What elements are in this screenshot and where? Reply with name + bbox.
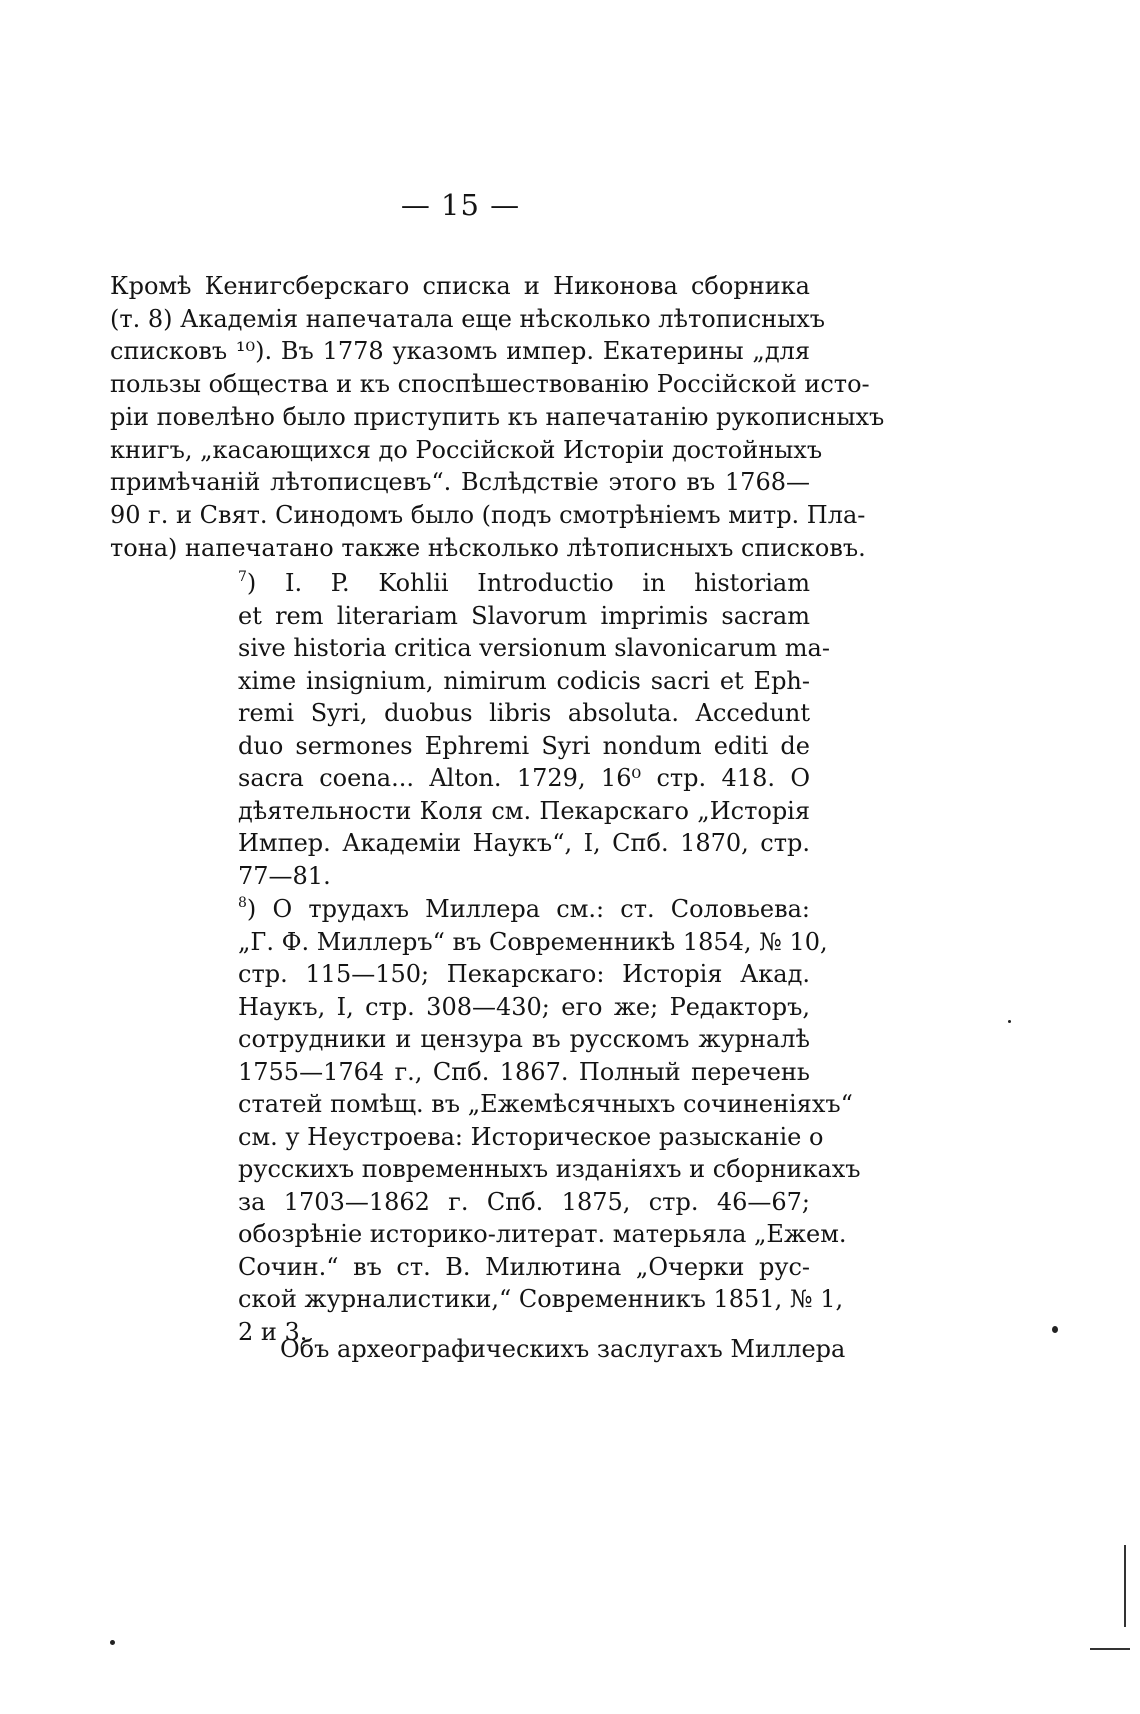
paragraph-line: тона) напечатано также нѣсколько лѣтописныхъ списковъ. — [110, 533, 866, 562]
scan-speck — [1052, 1326, 1058, 1333]
footnote-line: sacra coena... Alton. 1729, 16⁰ стр. 418. О — [238, 764, 810, 792]
closing-paragraph — [110, 1333, 846, 1365]
paragraph-line: 90 г. и Свят. Синодомъ было (подъ смотрѣніемъ митр. Пла- — [110, 500, 866, 529]
scan-edge-line — [1124, 1545, 1126, 1627]
footnote-line: xime insignium, nimirum codicis sacri et Eph- — [238, 666, 810, 695]
footnote-line: обозрѣніе историко-литерат. матерьяла „Ежем. — [238, 1220, 847, 1248]
footnote-line: „Г. Ф. Миллеръ“ въ Современникѣ 1854, № 10, — [238, 927, 828, 956]
footnote-line-text: ) О трудахъ Миллера см.: ст. Соловьева: — [246, 895, 810, 923]
footnote-line: стр. 115—150; Пекарскаго: Исторія Акад. — [238, 960, 810, 988]
footnote-line: русскихъ повременныхъ изданіяхъ и сборникахъ — [238, 1155, 861, 1183]
footnote-line: 2 и 3. — [238, 1317, 308, 1346]
paragraph-line: (т. 8) Академія напечатала еще нѣсколько лѣтописныхъ — [110, 304, 826, 333]
main-paragraph — [110, 270, 885, 564]
scan-edge-line — [1090, 1648, 1130, 1650]
footnote-marker: 8 — [238, 895, 247, 911]
footnote-line-text: ) I. P. Kohlii Introductio in historiam — [246, 569, 810, 597]
paragraph-line: пользы общества и къ споспѣшествованію Россійской исто- — [110, 370, 870, 399]
scan-speck — [1008, 1020, 1011, 1023]
footnote-line: сотрудники и цензура въ русскомъ журналѣ — [238, 1025, 810, 1053]
footnote-line — [238, 567, 810, 600]
footnote-marker: 7 — [238, 569, 247, 585]
footnote-line: за 1703—1862 г. Спб. 1875, стр. 46—67; — [238, 1187, 810, 1216]
paragraph-line: Объ археографическихъ заслугахъ Миллера — [280, 1335, 846, 1363]
footnote-line: et rem literariam Slavorum imprimis sacram — [238, 601, 810, 630]
paragraph-line: ріи повелѣно было приступить къ напечатанію рукописныхъ — [110, 402, 885, 431]
paragraph-line: книгъ, „касающихся до Россійской Исторіи достойныхъ — [110, 435, 823, 464]
footnote-line: 1755—1764 г., Спб. 1867. Полный перечень — [238, 1057, 810, 1086]
footnote-line: Импер. Академіи Наукъ“, I, Спб. 1870, стр. — [238, 829, 810, 857]
footnote-line: duo sermones Ephremi Syri nondum editi de — [238, 731, 810, 760]
paragraph-line: примѣчаній лѣтописцевъ“. Вслѣдствіе этого въ 1768— — [110, 468, 810, 497]
footnote-line: Наукъ, I, стр. 308—430; его же; Редакторъ, — [238, 992, 810, 1021]
footnote-line: Сочин.“ въ ст. В. Милютина „Очерки рус- — [238, 1252, 810, 1281]
footnote-line: ской журналистики,“ Современникъ 1851, № 1, — [238, 1285, 844, 1313]
footnote-line: 77—81. — [238, 861, 331, 890]
footnote-line: статей помѣщ. въ „Ежемѣсячныхъ сочиненіяхъ“ — [238, 1090, 853, 1118]
paragraph-line: списковъ ¹⁰). Въ 1778 указомъ импер. Екатерины „для — [110, 337, 810, 366]
footnote-line — [238, 893, 810, 926]
footnote-line: sive historia critica versionum slavonicarum ma- — [238, 634, 830, 662]
page-number: — 15 — — [400, 188, 521, 222]
paragraph-line: Кромѣ Кенигсберскаго списка и Никонова сборника — [110, 272, 810, 300]
scan-speck — [110, 1640, 115, 1645]
footnote-7 — [238, 567, 830, 892]
footnote-line: дѣятельности Коля см. Пекарскаго „Исторія — [238, 796, 810, 825]
footnote-8 — [238, 893, 861, 1348]
footnote-line: remi Syri, duobus libris absoluta. Accedunt — [238, 699, 810, 727]
footnote-line: см. у Неустроева: Историческое разысканіе о — [238, 1122, 824, 1151]
